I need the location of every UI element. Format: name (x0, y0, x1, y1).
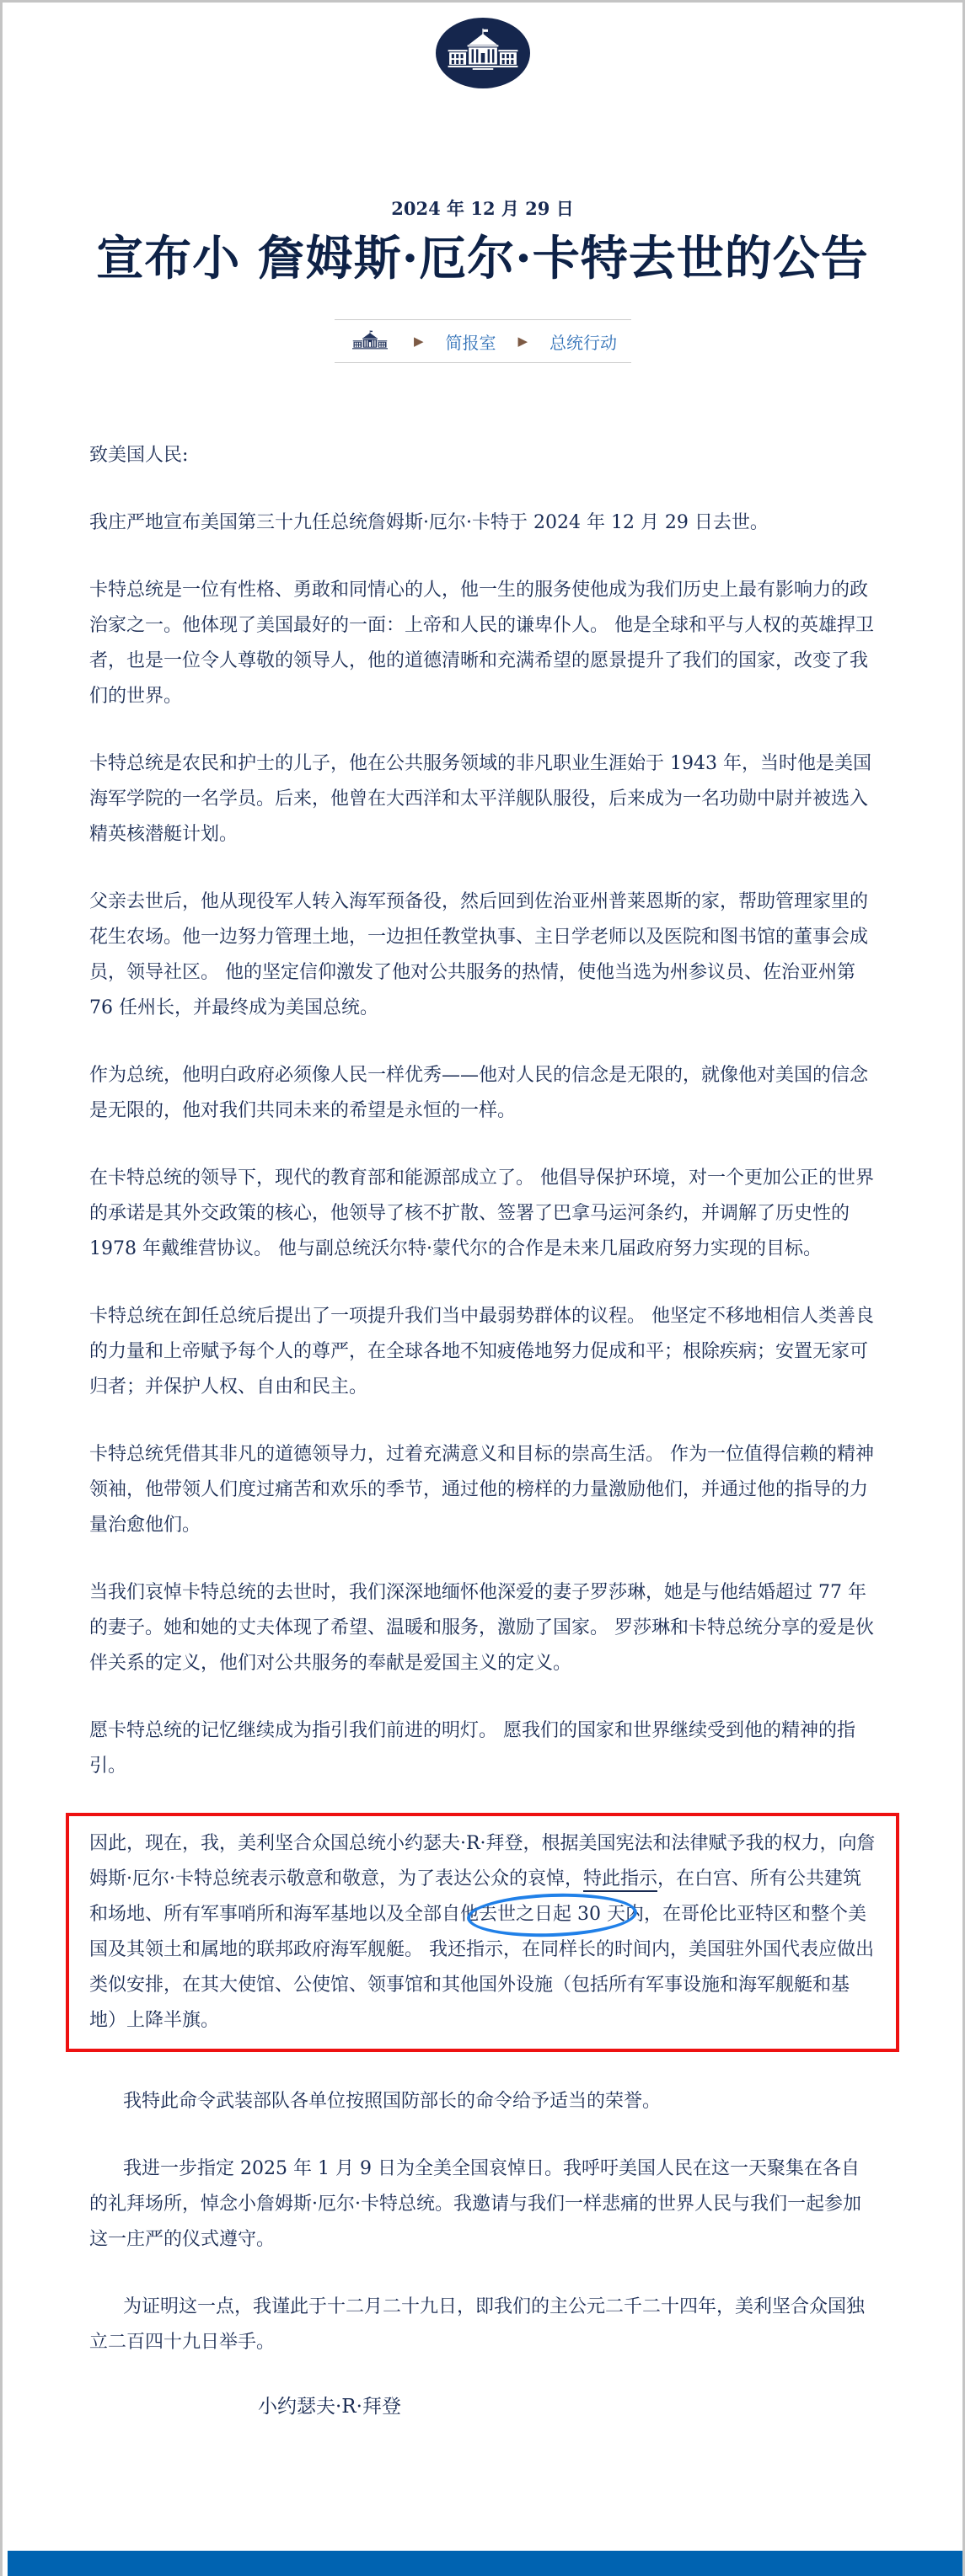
paragraph: 卡特总统是农民和护士的儿子，他在公共服务领域的非凡职业生涯始于 1943 年，当时他是美国海军学院的一名学员。后来，他曾在大西洋和太平洋舰队服役，后来成为一名功勋中尉并被选入精英核潜艇计划。 (89, 753, 871, 845)
proclamation-underlined-phrase: 特此指示 (583, 1868, 657, 1892)
whitehouse-building-graphic (444, 27, 522, 79)
proclamation-tail: 内，在哥伦比亚特区和整个美国及其领土和属地的联邦政府海军舰艇。 我还指示，在同样长的时间内，美国驻外国代表应做出类似安排，在其大使馆、公使馆、领事馆和其他国外设施（包括所有军事设施和海军舰艇和基地）上降半旗。 (89, 1904, 874, 2031)
breadcrumb-arrow-icon: ▶ (517, 333, 528, 349)
paragraph: 当我们哀悼卡特总统的去世时，我们深深地缅怀他深爱的妻子罗莎琳，她是与他结婚超过 77 年的妻子。她和她的丈夫体现了希望、温暖和服务，激励了国家。 罗莎琳和卡特总统分享的爱是伙伴关系的定义，他们对公共服务的奉献是爱国主义的定义。 (89, 1582, 874, 1674)
paragraph: 我进一步指定 2025 年 1 月 9 日为全美全国哀悼日。我呼吁美国人民在这一天聚集在各自的礼拜场所，悼念小詹姆斯·厄尔·卡特总统。我邀请与我们一样悲痛的世界人民与我们一起参加这一庄严的仪式遵守。 (89, 2158, 861, 2250)
proclamation-lead: 因此，现在，我，美利坚合众国总统小约瑟夫·R·拜登，根据美国宪法和法律赋予我的权力，向詹姆斯·厄尔·卡特总统表示敬意和敬意，为了表达公众的哀悼， (89, 1833, 876, 1889)
paragraph: 为证明这一点，我谨此于十二月二十九日，即我们的主公元二千二十四年，美利坚合众国独立二百四十九日举手。 (89, 2296, 866, 2353)
salutation: 致美国人民: (89, 445, 189, 466)
breadcrumb-link-presidential-actions[interactable]: 总统行动 (550, 332, 618, 353)
highlight-red-box (66, 1813, 899, 2052)
paragraph: 在卡特总统的领导下，现代的教育部和能源部成立了。 他倡导保护环境，对一个更加公正的世界的承诺是其外交政策的核心，他领导了核不扩散、签署了巴拿马运河条约，并调解了历史性的 1978 年戴维营协议。 他与副总统沃尔特·蒙代尔的合作是未来几届政府努力实现的目标。 (89, 1168, 874, 1259)
breadcrumb-arrow-icon: ▶ (413, 333, 424, 349)
whitehouse-building-glyph (348, 329, 392, 354)
paragraph: 父亲去世后，他从现役军人转入海军预备役，然后回到佐治亚州普莱恩斯的家，帮助管理家里的花生农场。他一边努力管理土地，一边担任教堂执事、主日学老师以及医院和图书馆的董事会成员，领导社区。 他的坚定信仰激发了他对公共服务的热情，使他当选为州参议员、佐治亚州第 76 任州长，并最终成为美国总统。 (89, 891, 869, 1018)
whitehouse-home-icon[interactable] (348, 329, 392, 354)
paragraph: 我庄严地宣布美国第三十九任总统詹姆斯·厄尔·卡特于 2024 年 12 月 29 日去世。 (89, 512, 769, 533)
paragraph: 我特此命令武装部队各单位按照国防部长的命令给予适当的荣誉。 (123, 2091, 662, 2112)
paragraph: 卡特总统在卸任总统后提出了一项提升我们当中最弱势群体的议程。 他坚定不移地相信人类善良的力量和上帝赋予每个人的尊严，在全球各地不知疲倦地努力促成和平；根除疾病；安置无家可归者；并保护人权、自由和民主。 (89, 1306, 874, 1398)
whitehouse-logo-icon (436, 18, 530, 88)
breadcrumb-link-briefing-room[interactable]: 简报室 (445, 332, 496, 353)
proclamation-circled-phrase: 去世之日起 30 天 (479, 1904, 625, 1925)
article-body (3, 438, 962, 2421)
signature: 小约瑟夫·R·拜登 (258, 2396, 401, 2418)
page-title: 宣布小 詹姆斯·厄尔·卡特去世的公告 (96, 231, 869, 286)
breadcrumb (335, 319, 631, 363)
paragraph: 愿卡特总统的记忆继续成为指引我们前进的明灯。 愿我们的国家和世界继续受到他的精神的指引。 (89, 1720, 855, 1777)
paragraph: 卡特总统是一位有性格、勇敢和同情心的人，他一生的服务使他成为我们历史上最有影响力的政治家之一。他体现了美国最好的一面：上帝和人民的谦卑仆人。 他是全球和平与人权的英雄捍卫者，也是一位令人尊敬的领导人，他的道德清晰和充满希望的愿景提升了我们的国家，改变了我们的世界。 (89, 580, 874, 707)
proclamation-paragraph (89, 1826, 876, 2039)
proclamation-middle: ，在白宫、所有公共建筑和场地、所有军事哨所和海军基地以及全部自他 (89, 1868, 862, 1925)
article-date: 2024 年 12 月 29 日 (391, 198, 574, 219)
paragraph: 作为总统，他明白政府必须像人民一样优秀——他对人民的信念是无限的，就像他对美国的信念是无限的，他对我们共同未来的希望是永恒的一样。 (89, 1065, 869, 1121)
footer-bar (8, 2551, 962, 2576)
paragraph: 卡特总统凭借其非凡的道德领导力，过着充满意义和目标的崇高生活。 作为一位值得信赖的精神领袖，他带领人们度过痛苦和欢乐的季节，通过他的榜样的力量激励他们，并通过他的指导的力量治愈他们。 (89, 1444, 874, 1536)
